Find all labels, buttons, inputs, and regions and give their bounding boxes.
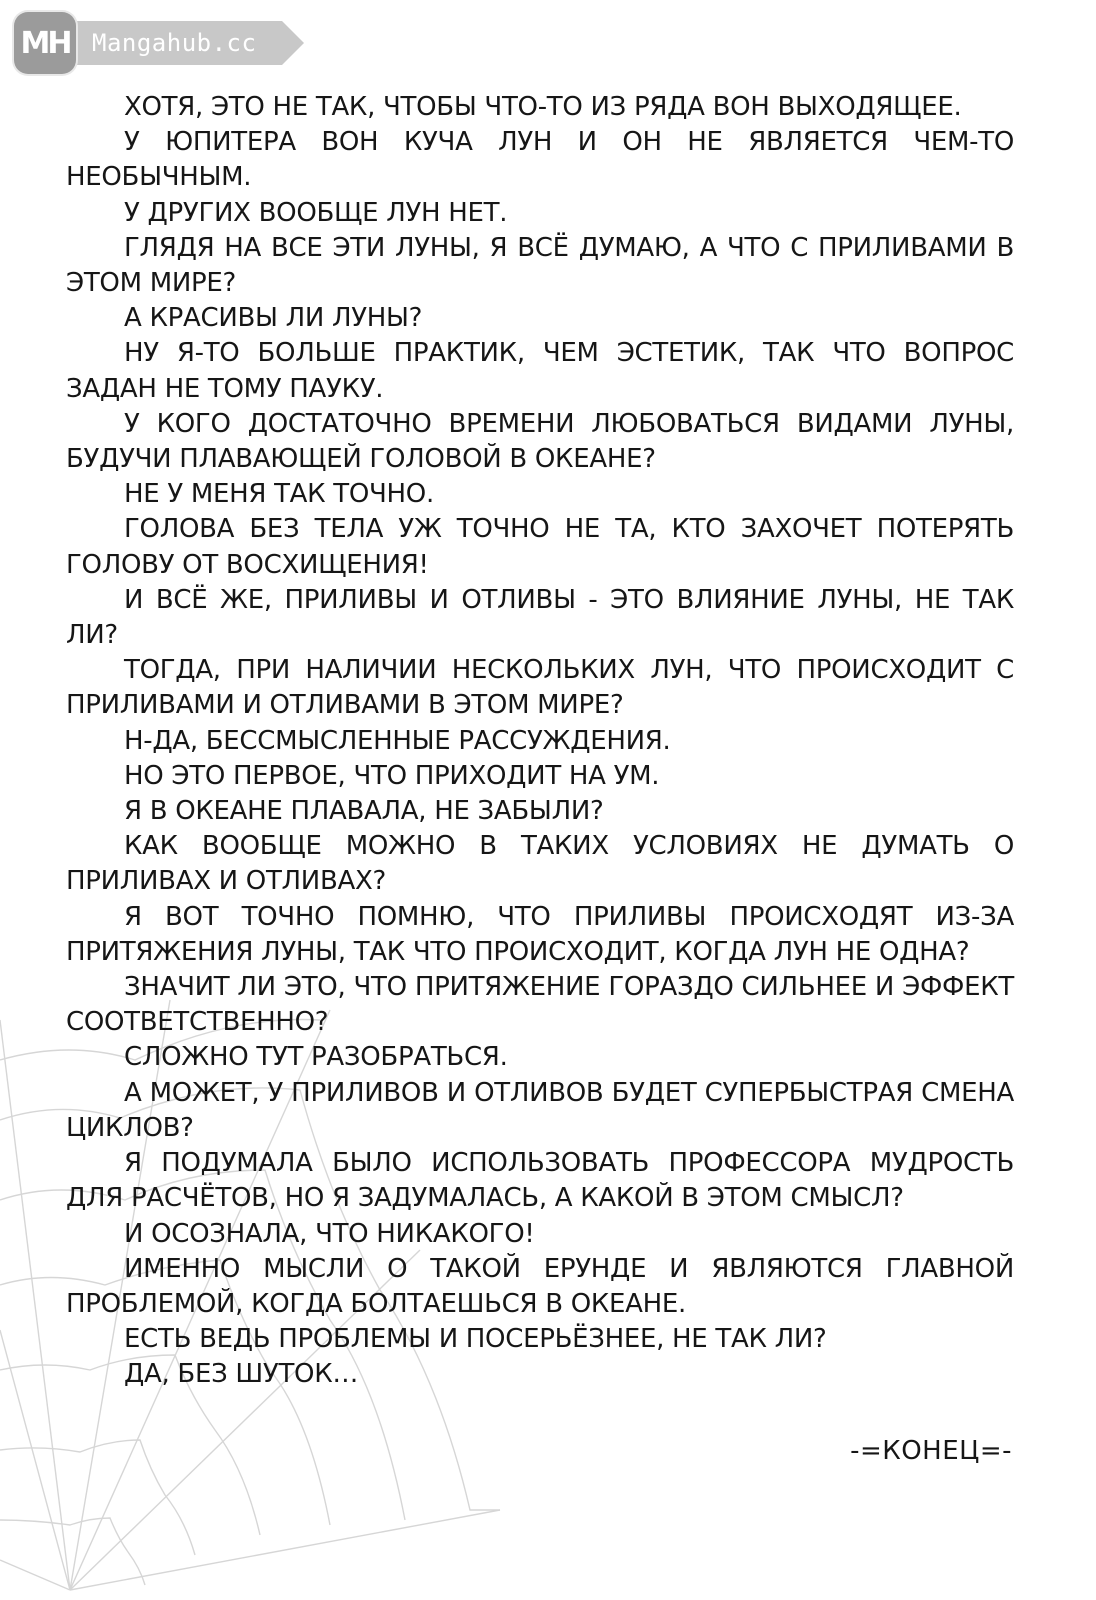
paragraph: Я ВОТ ТОЧНО ПОМНЮ, ЧТО ПРИЛИВЫ ПРОИСХОДЯТ ИЗ-ЗА ПРИТЯЖЕНИЯ ЛУНЫ, ТАК ЧТО ПРОИСХОДИТ, КОГДА ЛУН НЕ ОДНА?: [66, 901, 1014, 967]
paragraph: НЕ У МЕНЯ ТАК ТОЧНО.: [124, 479, 434, 510]
paragraph: У ЮПИТЕРА ВОН КУЧА ЛУН И ОН НЕ ЯВЛЯЕТСЯ ЧЕМ-ТО НЕОБЫЧНЫМ.: [66, 127, 1014, 193]
paragraph: ХОТЯ, ЭТО НЕ ТАК, ЧТОБЫ ЧТО-ТО ИЗ РЯДА ВОН ВЫХОДЯЩЕЕ.: [124, 92, 962, 122]
paragraph: ТОГДА, ПРИ НАЛИЧИИ НЕСКОЛЬКИХ ЛУН, ЧТО ПРОИСХОДИТ С ПРИЛИВАМИ И ОТЛИВАМИ В ЭТОМ МИРЕ?: [66, 655, 1014, 721]
paragraph: ИМЕННО МЫСЛИ О ТАКОЙ ЕРУНДЕ И ЯВЛЯЮТСЯ ГЛАВНОЙ ПРОБЛЕМОЙ, КОГДА БОЛТАЕШЬСЯ В ОКЕАНЕ.: [66, 1253, 1014, 1319]
paragraph: ДА, БЕЗ ШУТОК…: [124, 1359, 359, 1390]
paragraph: У ДРУГИХ ВООБЩЕ ЛУН НЕТ.: [124, 197, 508, 228]
paragraph: НУ Я-ТО БОЛЬШЕ ПРАКТИК, ЧЕМ ЭСТЕТИК, ТАК ЧТО ВОПРОС ЗАДАН НЕ ТОМУ ПАУКУ.: [66, 338, 1014, 404]
watermark-banner: [66, 21, 282, 65]
paragraph: ЕСТЬ ВЕДЬ ПРОБЛЕМЫ И ПОСЕРЬЁЗНЕЕ, НЕ ТАК ЛИ?: [124, 1324, 827, 1355]
site-watermark: [14, 12, 282, 74]
paragraph: У КОГО ДОСТАТОЧНО ВРЕМЕНИ ЛЮБОВАТЬСЯ ВИДАМИ ЛУНЫ, БУДУЧИ ПЛАВАЮЩЕЙ ГОЛОВОЙ В ОКЕАНЕ?: [66, 408, 1014, 475]
paragraph: ЗНАЧИТ ЛИ ЭТО, ЧТО ПРИТЯЖЕНИЕ ГОРАЗДО СИЛЬНЕЕ И ЭФФЕКТ СООТВЕТСТВЕННО?: [66, 972, 1014, 1038]
mangahub-logo-icon: MH: [14, 12, 76, 74]
paragraph: Я В ОКЕАНЕ ПЛАВАЛА, НЕ ЗАБЫЛИ?: [124, 796, 604, 827]
paragraph: СЛОЖНО ТУТ РАЗОБРАТЬСЯ.: [124, 1042, 508, 1073]
ending-label: -=КОНЕЦ=-: [850, 1436, 1012, 1466]
paragraph: И ВСЁ ЖЕ, ПРИЛИВЫ И ОТЛИВЫ - ЭТО ВЛИЯНИЕ ЛУНЫ, НЕ ТАК ЛИ?: [66, 584, 1014, 651]
paragraph: НО ЭТО ПЕРВОЕ, ЧТО ПРИХОДИТ НА УМ.: [124, 760, 660, 791]
paragraph: А МОЖЕТ, У ПРИЛИВОВ И ОТЛИВОВ БУДЕТ СУПЕРБЫСТРАЯ СМЕНА ЦИКЛОВ?: [66, 1077, 1014, 1143]
paragraph: ГЛЯДЯ НА ВСЕ ЭТИ ЛУНЫ, Я ВСЁ ДУМАЮ, А ЧТО С ПРИЛИВАМИ В ЭТОМ МИРЕ?: [66, 232, 1014, 299]
narrative-text: [66, 90, 1014, 1393]
paragraph: ГОЛОВА БЕЗ ТЕЛА УЖ ТОЧНО НЕ ТА, КТО ЗАХОЧЕТ ПОТЕРЯТЬ ГОЛОВУ ОТ ВОСХИЩЕНИЯ!: [66, 514, 1014, 580]
paragraph: Н-ДА, БЕССМЫСЛЕННЫЕ РАССУЖДЕНИЯ.: [124, 725, 671, 756]
paragraph: КАК ВООБЩЕ МОЖНО В ТАКИХ УСЛОВИЯХ НЕ ДУМАТЬ О ПРИЛИВАХ И ОТЛИВАХ?: [66, 831, 1014, 897]
paragraph: И ОСОЗНАЛА, ЧТО НИКАКОГО!: [124, 1218, 535, 1249]
paragraph: А КРАСИВЫ ЛИ ЛУНЫ?: [124, 303, 423, 334]
paragraph: Я ПОДУМАЛА БЫЛО ИСПОЛЬЗОВАТЬ ПРОФЕССОРА МУДРОСТЬ ДЛЯ РАСЧЁТОВ, НО Я ЗАДУМАЛАСЬ, А КАКОЙ В ЭТОМ СМЫСЛ?: [66, 1148, 1014, 1214]
watermark-site-name: Mangahub.cc: [92, 29, 257, 57]
